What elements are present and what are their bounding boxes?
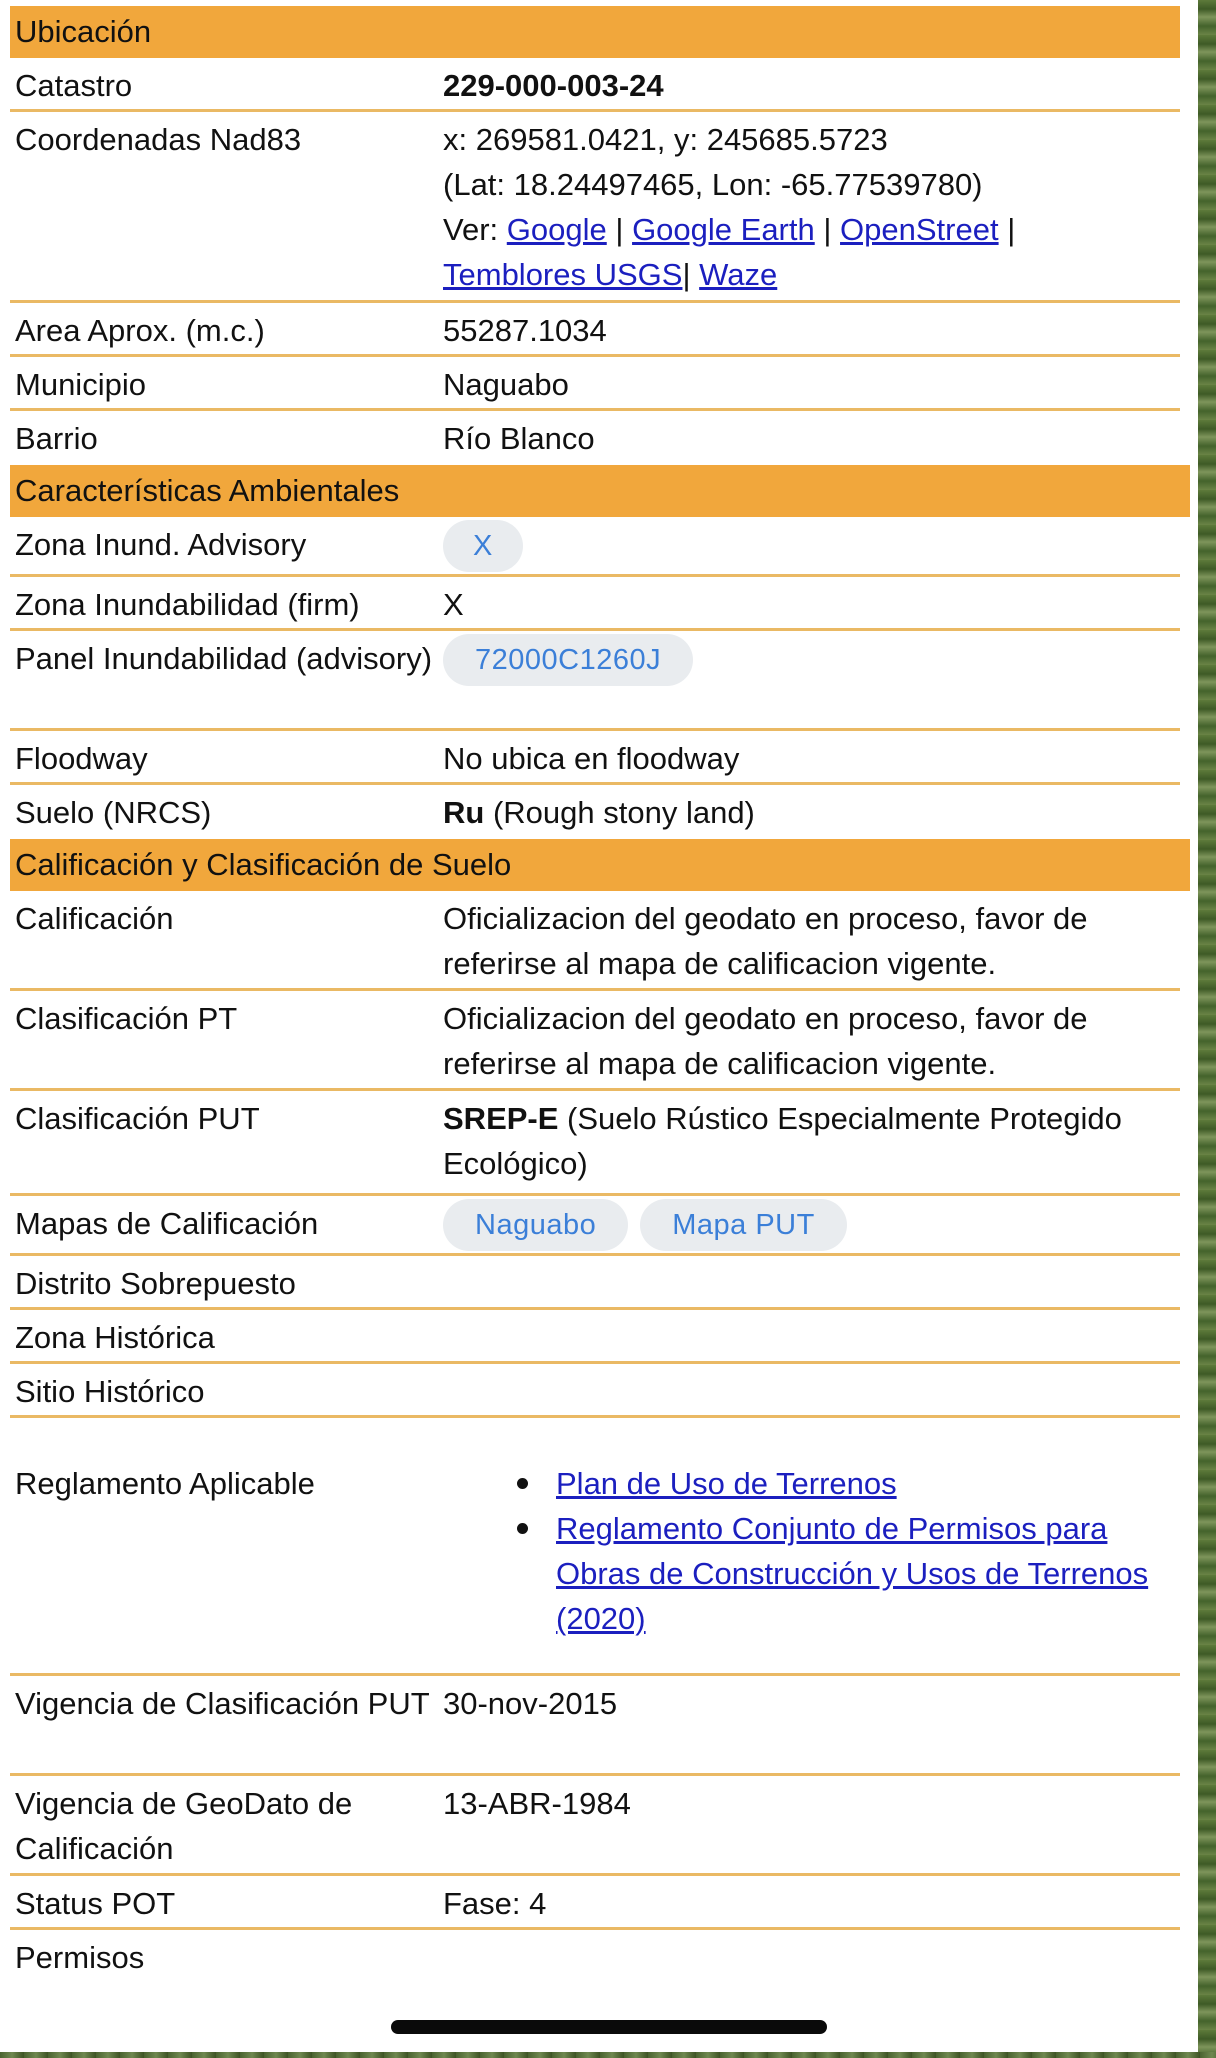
status-pot-label: Status POT [15,1886,176,1921]
aerial-map-background [1198,0,1216,2058]
reglamento-aplicable-label: Reglamento Aplicable [15,1466,315,1501]
catastro-label: Catastro [15,68,133,103]
clasificacion-put-value [443,1096,1180,1193]
clasificacion-put-label: Clasificación PUT [15,1101,260,1136]
suelo-label: Suelo (NRCS) [15,795,212,830]
property-info-table [10,6,1180,1990]
coordenadas-xy: x: 269581.0421, y: 245685.5723 [443,122,888,157]
link-separator: | [615,212,624,247]
clasificacion-put-code: SREP-E [443,1101,559,1136]
google-link[interactable]: Google [506,212,607,247]
link-separator: | [682,257,691,292]
row-status-pot [10,1876,1180,1930]
row-permisos [10,1930,1180,1990]
zona-advisory-label: Zona Inund. Advisory [15,527,307,562]
row-suelo [10,785,1180,839]
row-area [10,303,1180,357]
row-clasificacion-put [10,1091,1180,1196]
sitio-historico-label: Sitio Histórico [15,1374,205,1409]
row-zona-advisory [10,517,1180,577]
panel-inundabilidad-button[interactable]: 72000C1260J [443,634,693,686]
plan-uso-terrenos-link[interactable]: Plan de Uso de Terrenos [556,1466,897,1501]
catastro-value: 229-000-003-24 [443,68,664,103]
suelo-desc: (Rough stony land) [492,795,755,830]
reglamento-conjunto-link[interactable]: Reglamento Conjunto de Permisos para Obras de Construcción y Usos de Terrenos (2020) [556,1511,1149,1636]
clasificacion-pt-label: Clasificación PT [15,1001,238,1036]
row-calificacion [10,891,1180,991]
ver-label: Ver: [443,212,499,247]
zona-historica-value [443,1315,1180,1361]
section-header-ambientales: Características Ambientales [10,465,1190,517]
distrito-sobrepuesto-value [443,1261,1180,1307]
clasificacion-put-desc: (Suelo Rústico Especialmente Protegido Ecológico) [443,1101,1122,1181]
zona-firm-label: Zona Inundabilidad (firm) [15,587,360,622]
link-separator: | [823,212,832,247]
row-coordenadas [10,112,1180,303]
calificacion-value: Oficializacion del geodato en proceso, favor de referirse al mapa de calificacion vigente. [443,901,1088,981]
row-barrio [10,411,1180,465]
row-zona-firm [10,577,1180,631]
floodway-label: Floodway [15,741,148,776]
row-vigencia-geodato [10,1776,1180,1876]
suelo-value [443,790,1180,839]
row-distrito-sobrepuesto [10,1256,1180,1310]
clasificacion-pt-value: Oficializacion del geodato en proceso, favor de referirse al mapa de calificacion vigente. [443,1001,1088,1081]
home-indicator[interactable] [391,2020,827,2034]
row-reglamento-aplicable [10,1418,1180,1676]
calificacion-label: Calificación [15,901,174,936]
area-label: Area Aprox. (m.c.) [15,313,265,348]
row-zona-historica [10,1310,1180,1364]
distrito-sobrepuesto-label: Distrito Sobrepuesto [15,1266,296,1301]
reglamento-list-item [556,1461,1170,1506]
barrio-value: Río Blanco [443,421,595,456]
zona-historica-label: Zona Histórica [15,1320,215,1355]
naguabo-map-button[interactable]: Naguabo [443,1199,628,1251]
row-mapas-calificacion [10,1196,1180,1256]
floodway-value: No ubica en floodway [443,741,740,776]
mapa-put-button[interactable]: Mapa PUT [640,1199,847,1251]
municipio-label: Municipio [15,367,146,402]
coordenadas-label: Coordenadas Nad83 [15,122,302,157]
coordenadas-latlon: (Lat: 18.24497465, Lon: -65.77539780) [443,167,983,202]
permisos-label: Permisos [15,1940,145,1975]
row-panel-inundabilidad [10,631,1180,731]
row-sitio-historico [10,1364,1180,1418]
mapas-calificacion-label: Mapas de Calificación [15,1206,319,1241]
vigencia-clasificacion-label: Vigencia de Clasificación PUT [15,1686,430,1721]
vigencia-geodato-label: Vigencia de GeoDato de Calificación [15,1786,353,1866]
temblores-usgs-link[interactable]: Temblores USGS [443,257,683,292]
link-separator: | [1007,212,1016,247]
google-earth-link[interactable]: Google Earth [632,212,815,247]
row-vigencia-clasificacion [10,1676,1180,1776]
aerial-map-background-bottom [0,2052,1216,2058]
waze-link[interactable]: Waze [699,257,778,292]
row-catastro [10,58,1180,112]
sitio-historico-value [443,1369,1180,1415]
openstreet-link[interactable]: OpenStreet [840,212,999,247]
status-pot-value: Fase: 4 [443,1886,547,1921]
coordenadas-value [443,117,1180,300]
suelo-code: Ru [443,795,485,830]
zona-advisory-button[interactable]: X [443,520,523,572]
reglamento-list [443,1461,1170,1641]
permisos-value [443,1935,1180,1990]
reglamento-list-item [556,1506,1170,1641]
section-header-ubicacion: Ubicación [10,6,1180,58]
vigencia-geodato-value: 13-ABR-1984 [443,1786,631,1821]
zona-firm-value: X [443,587,464,622]
vigencia-clasificacion-value: 30-nov-2015 [443,1686,618,1721]
ver-links [443,207,1170,297]
panel-inundabilidad-label: Panel Inundabilidad (advisory) [15,641,433,676]
section-header-calificacion: Calificación y Clasificación de Suelo [10,839,1190,891]
municipio-value: Naguabo [443,367,569,402]
row-clasificacion-pt [10,991,1180,1091]
area-value: 55287.1034 [443,313,607,348]
row-municipio [10,357,1180,411]
row-floodway [10,731,1180,785]
barrio-label: Barrio [15,421,98,456]
